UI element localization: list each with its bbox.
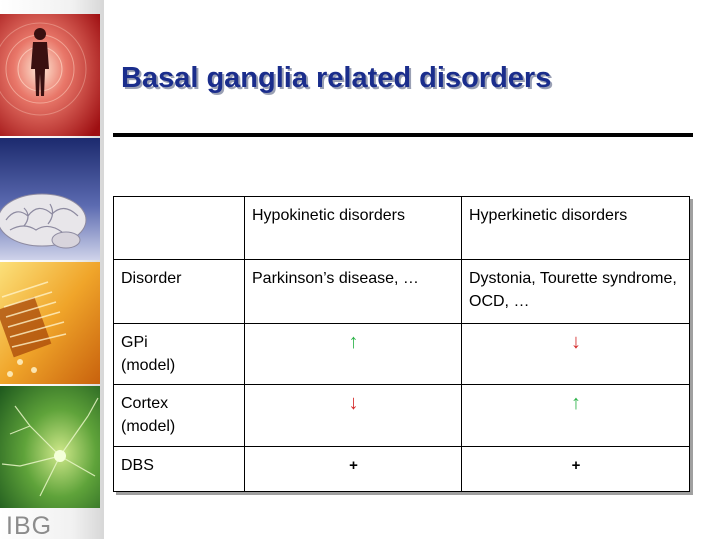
slide-sidebar — [0, 0, 104, 539]
hypo-gpi-cell — [245, 324, 462, 385]
table-row-gpi — [114, 324, 690, 385]
disorders-table — [113, 196, 690, 492]
neuron-image — [0, 386, 100, 508]
row-label-gpi-line1: GPi — [121, 334, 148, 351]
arrow-down-icon: ↓ — [571, 331, 581, 353]
hyper-dbs-cell — [462, 447, 690, 492]
row-label-gpi-line2: (model) — [121, 357, 176, 374]
hypo-disorder-cell: Parkinson’s disease, … — [245, 260, 462, 324]
row-label-gpi — [114, 324, 245, 385]
row-label-cortex-line1: Cortex — [121, 395, 169, 412]
ibg-logo: IBG — [6, 512, 53, 540]
title-divider — [113, 133, 693, 137]
hyper-disorder-cell: Dystonia, Tourette syndrome, OCD, … — [462, 260, 690, 324]
header-hypokinetic: Hypokinetic disorders — [245, 197, 462, 260]
arrow-up-icon: ↑ — [348, 331, 359, 353]
slide-title: Basal ganglia related disorders — [121, 62, 552, 94]
row-label-cortex-line2: (model) — [121, 418, 176, 435]
brain-image — [0, 138, 100, 260]
hyper-gpi-cell — [462, 324, 690, 385]
hypo-dbs-cell — [245, 447, 462, 492]
plus-icon: + — [571, 457, 581, 474]
human-figure-image — [0, 14, 100, 136]
arrow-up-icon: ↑ — [571, 392, 581, 414]
hypo-cortex-cell — [245, 385, 462, 447]
hyper-cortex-cell — [462, 385, 690, 447]
table-header-row — [114, 197, 690, 260]
header-empty-cell — [114, 197, 245, 260]
row-label-disorder: Disorder — [114, 260, 245, 324]
circuit-chip-image — [0, 262, 100, 384]
row-label-cortex — [114, 385, 245, 447]
header-hyperkinetic: Hyperkinetic disorders — [462, 197, 690, 260]
arrow-down-icon: ↓ — [348, 392, 359, 414]
row-label-dbs: DBS — [114, 447, 245, 492]
table-row-disorder — [114, 260, 690, 324]
table-row-cortex — [114, 385, 690, 447]
table-row-dbs — [114, 447, 690, 492]
plus-icon: + — [349, 457, 358, 474]
